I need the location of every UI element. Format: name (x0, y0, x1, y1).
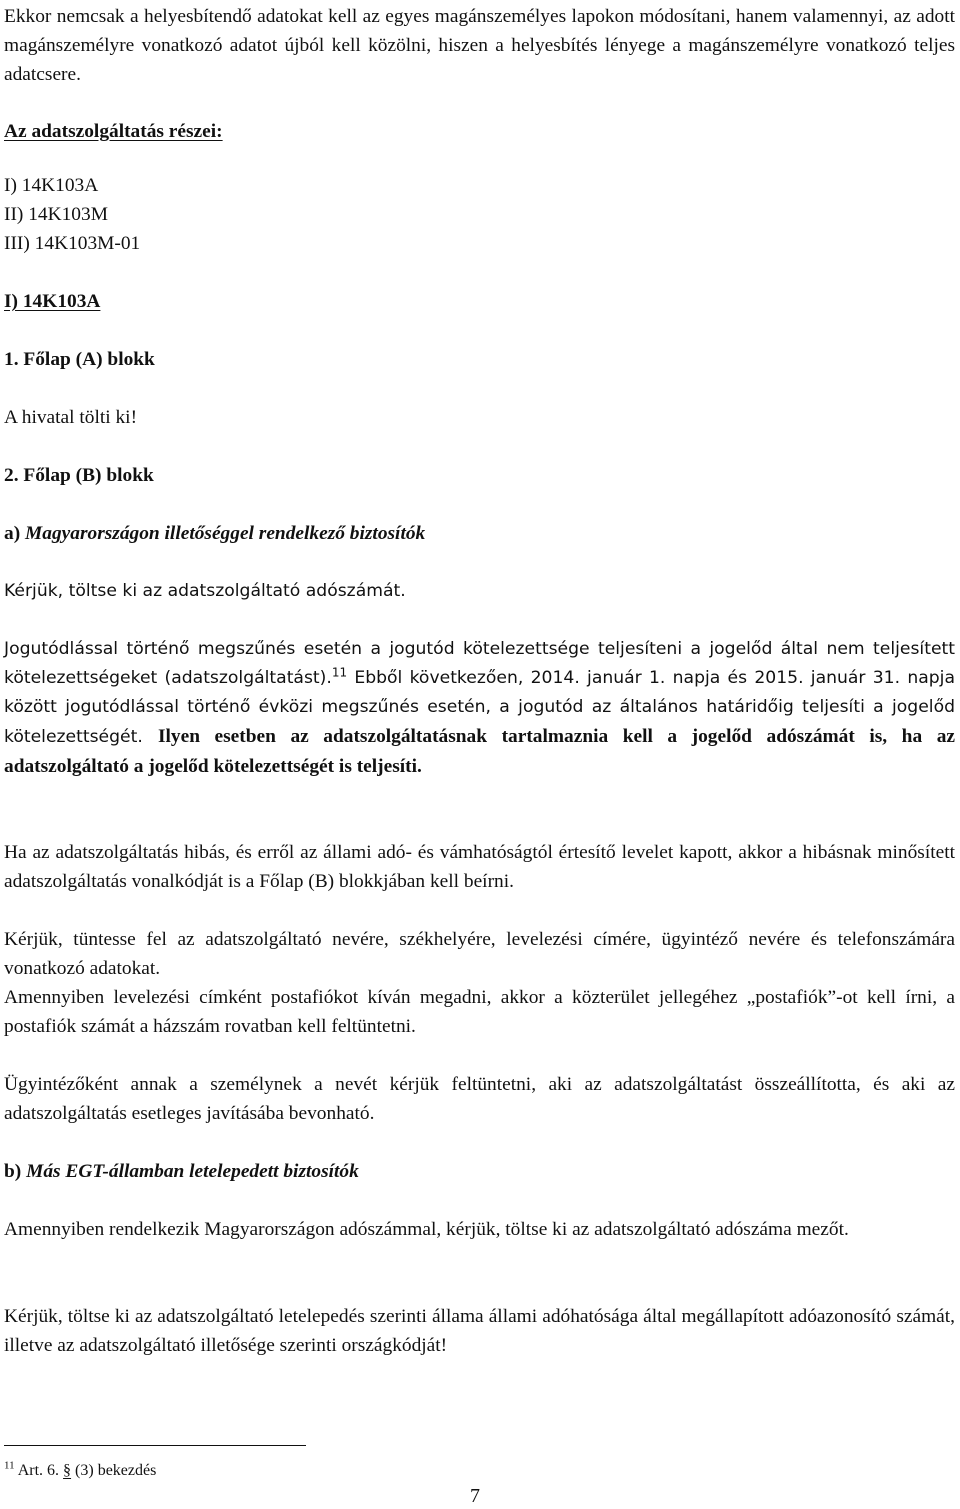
footnote-section-sign: § (63, 1462, 72, 1479)
clerk-paragraph: Ügyintézőként annak a személynek a nevét kérjük feltüntetni, aki az adatszolgáltatást összeállította, és aki az adatszolgáltatás esetleges javításába bevonható. (4, 1074, 955, 1124)
block-1-text: A hivatal tölti ki! (4, 407, 138, 428)
footnote-text-after: (3) bekezdés (71, 1462, 157, 1479)
subsection-a-label: a) (4, 523, 26, 544)
succession-text-1: Jogutódlással történő megszűnés esetén a jogutód kötelezettsége teljesíteni a jogelőd által nem teljesített kötelezettségeket (adatszolgáltatást). (4, 639, 955, 688)
parts-item-3: III) 14K103M-01 (4, 233, 141, 254)
error-paragraph: Ha az adatszolgáltatás hibás, és erről az állami adó- és vámhatóságtól értesítő levelet kapott, akkor a hibásnak minősített adatszolgáltatás vonalkódját is a Főlap (B) blokkjában kell beírni. (4, 842, 955, 892)
parts-heading: Az adatszolgáltatás részei: (4, 121, 223, 142)
block-2-heading: 2. Főlap (B) blokk (4, 465, 154, 486)
tax-number-paragraph: Kérjük, töltse ki az adatszolgáltató adószámát. (4, 581, 406, 601)
subsection-b-title: Más EGT-államban letelepedett biztosítók (26, 1161, 359, 1182)
footnote-separator (4, 1445, 306, 1446)
page-number: 7 (470, 1485, 480, 1507)
contact-paragraph: Kérjük, tüntesse fel az adatszolgáltató nevére, székhelyére, levelezési címére, ügyintéző nevére és telefonszámára vonatkozó adatokat. (4, 929, 955, 979)
footnote-number: 11 (4, 1459, 15, 1472)
pobox-paragraph: Amennyiben levelezési címként postafiókot kíván megadni, akkor a közterület jellegéhez „postafiók”-ot kell írni, a postafiók számát a házszám rovatban kell feltüntetni. (4, 987, 955, 1037)
block-1-heading: 1. Főlap (A) blokk (4, 349, 155, 370)
b-tax-number-paragraph: Amennyiben rendelkezik Magyarországon adószámmal, kérjük, töltse ki az adatszolgáltató adószáma mezőt. (4, 1219, 849, 1240)
b-tax-id-paragraph: Kérjük, töltse ki az adatszolgáltató letelepedés szerinti állama állami adóhatósága által megállapított adóazonosító számát, illetve az adatszolgáltató illetősége szerinti országkódját! (4, 1306, 955, 1356)
subsection-a-heading (4, 519, 955, 548)
footnote-reference: 11 (331, 665, 348, 680)
section-1-heading: I) 14K103A (4, 291, 101, 312)
footnote (4, 1460, 156, 1482)
succession-paragraph (4, 635, 955, 782)
succession-bold-text: Ilyen esetben az adatszolgáltatásnak tartalmaznia kell a jogelőd adószámát is, ha az adatszolgáltató a jogelőd kötelezettségét is teljesíti. (4, 726, 955, 777)
subsection-b-label: b) (4, 1161, 27, 1182)
subsection-a-title: Magyarországon illetőséggel rendelkező biztosítók (25, 523, 426, 544)
subsection-b-heading (4, 1157, 955, 1186)
succession-text-2: Ebből következően, 2014. január 1. napja és 2015. január 31. napja között jogutódlással történő évközi megszűnés esetén, a jogutód az általános határidőig teljesíti a jogelőd kötelezettségét. (4, 668, 955, 747)
intro-paragraph: Ekkor nemcsak a helyesbítendő adatokat kell az egyes magánszemélyes lapokon módosítani, hanem valamennyi, az adott magánszemélyre vonatkozó adatot újból kell közölni, hiszen a helyesbítés lényege a magánszemélyre vonatkozó teljes adatcsere. (4, 6, 955, 85)
parts-item-2: II) 14K103M (4, 204, 108, 225)
footnote-text-before: Art. 6. (14, 1462, 64, 1479)
parts-item-1: I) 14K103A (4, 175, 99, 196)
